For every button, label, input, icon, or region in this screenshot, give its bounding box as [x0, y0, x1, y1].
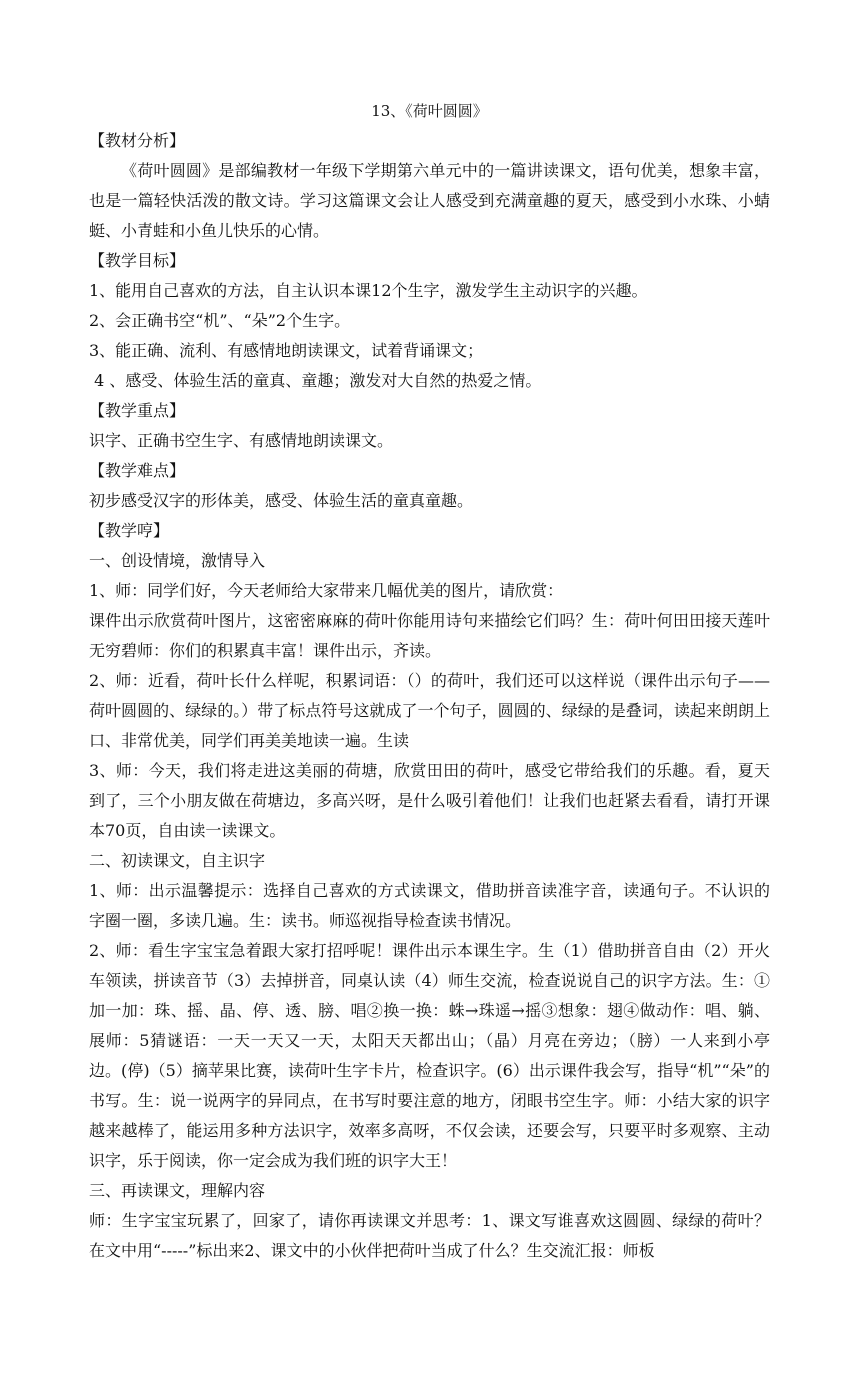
goal-item-2: 2、会正确书空“机”、“朵”2个生字。: [89, 311, 351, 330]
part3-heading: 三、再读课文，理解内容: [89, 1181, 266, 1200]
analysis-heading: 【教材分析】: [89, 131, 186, 150]
key-points-heading: 【教学重点】: [89, 401, 186, 420]
part1-paragraph-1a: 1、师：同学们好，今天老师给大家带来几幅优美的图片，请欣赏：: [89, 581, 564, 600]
goal-item-4: 4 、感受、体验生活的童真、童趣；激发对大自然的热爱之情。: [89, 371, 542, 390]
part1-heading: 一、创设情境，激情导入: [89, 551, 266, 570]
part3-paragraph-1: 师：生字宝宝玩累了，回家了，请你再读课文并思考：1、课文写谁喜欢这圆圆、绿绿的荷叶？在文中用“-----”标出来2、课文中的小伙伴把荷叶当成了什么？生交流汇报：师板: [89, 1211, 770, 1260]
part2-paragraph-2: 2、师：看生字宝宝急着跟大家打招呼呢！课件出示本课生字。生（1）借助拼音自由（2）开火车领读，拼读音节（3）去掉拼音，同桌认读（4）师生交流，检查说说自己的识字方法。生：①加一加：珠、摇、晶、停、透、膀、唱②换一换：蛛→珠遥→摇③想象：翅④做动作：唱、躺、展师：5猜谜语：一天一天又一天，太阳天天都出山；（晶）月亮在旁边；（膀）一人来到小亭边。(停)（5）摘苹果比赛，读荷叶生字卡片，检查识字。(6）出示课件我会写，指导“机”“朵”的书写。生：说一说两字的异同点，在书写时要注意的地方，闭眼书空生字。师：小结大家的识字越来越棒了，能运用多种方法识字，效率多高呀，不仅会读，还要会写，只要平时多观察、主动识字，乐于阅读，你一定会成为我们班的识字大王！: [89, 941, 770, 1170]
key-points-text: 识字、正确书空生字、有感情地朗读课文。: [89, 431, 394, 450]
goals-heading: 【教学目标】: [89, 251, 186, 270]
goal-item-1: 1、能用自己喜欢的方法，自主认识本课12个生字，激发学生主动识字的兴趣。: [89, 281, 648, 300]
process-heading: 【教学哼】: [89, 521, 170, 540]
part1-paragraph-2: 2、师：近看，荷叶长什么样呢，积累词语：（）的荷叶，我们还可以这样说（课件出示句子——荷叶圆圆的、绿绿的。）带了标点符号这就成了一个句子，圆圆的、绿绿的是叠词，读起来朗朗上口、非常优美，同学们再美美地读一遍。生读: [89, 671, 770, 750]
part1-paragraph-3: 3、师：今天，我们将走进这美丽的荷塘，欣赏田田的荷叶，感受它带给我们的乐趣。看，夏天到了，三个小朋友做在荷塘边，多高兴呀，是什么吸引着他们！让我们也赶紧去看看，请打开课本70页，自由读一读课文。: [89, 761, 770, 840]
part2-paragraph-1: 1、师：出示温馨提示：选择自己喜欢的方式读课文，借助拼音读准字音，读通句子。不认识的字圈一圈，多读几遍。生：读书。师巡视指导检查读书情况。: [89, 881, 770, 930]
goal-item-3: 3、能正确、流利、有感情地朗读课文，试着背诵课文；: [89, 341, 484, 360]
page-title: 13、《荷叶圆圆》: [371, 102, 488, 120]
analysis-paragraph: 《荷叶圆圆》是部编教材一年级下学期第六单元中的一篇讲读课文，语句优美，想象丰富，也是一篇轻快活泼的散文诗。学习这篇课文会让人感受到充满童趣的夏天，感受到小水珠、小蜻蜓、小青蛙和小鱼儿快乐的心情。: [89, 161, 770, 240]
part2-heading: 二、初读课文，自主识字: [89, 851, 266, 870]
difficulty-heading: 【教学难点】: [89, 461, 186, 480]
part1-paragraph-1b: 课件出示欣赏荷叶图片，这密密麻麻的荷叶你能用诗句来描绘它们吗？生：荷叶何田田接天莲叶无穷碧师：你们的积累真丰富！课件出示，齐读。: [89, 611, 770, 660]
difficulty-text: 初步感受汉字的形体美，感受、体验生活的童真童趣。: [89, 491, 474, 510]
